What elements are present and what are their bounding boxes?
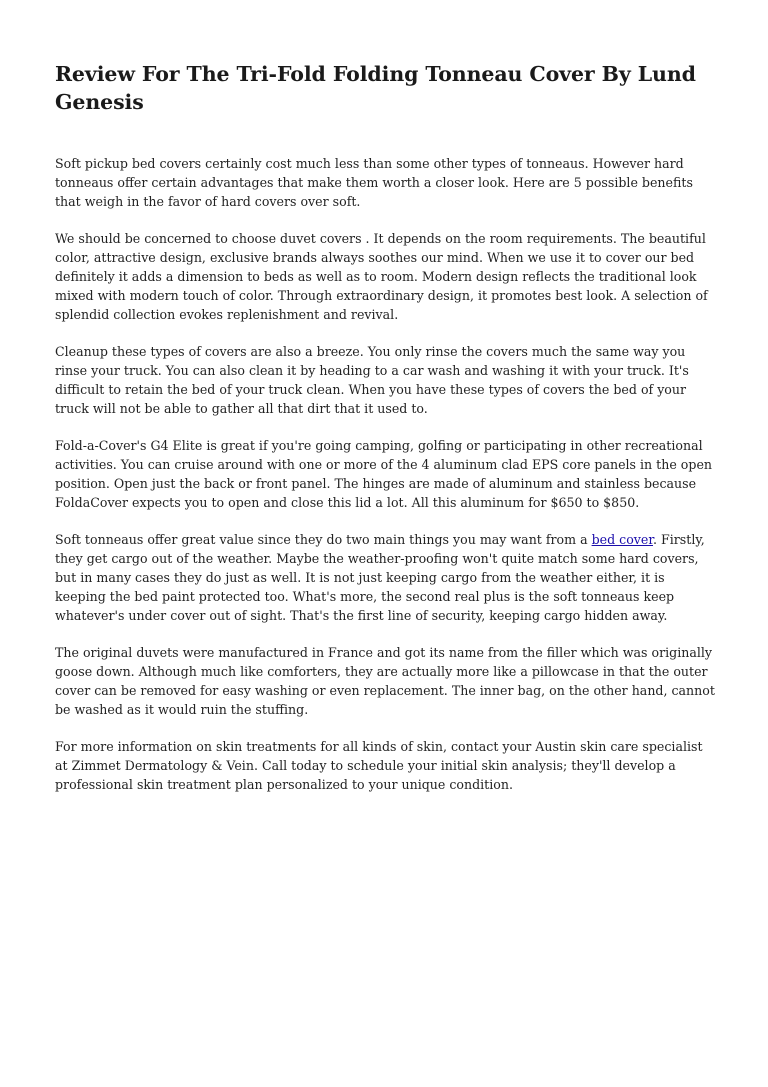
paragraph: Soft pickup bed covers certainly cost much less than some other types of tonneaus. However hard tonneaus offer certain advantages that make them worth a closer look. Here are 5 possible benefits that weigh in the favor of hard covers over soft. <box>55 156 693 209</box>
paragraph: We should be concerned to choose duvet covers . It depends on the room requirements. The beautiful color, attractive design, exclusive brands always soothes our mind. When we use it to cover our bed definitely it adds a dimension to beds as well as to room. Modern design reflects the traditional look mixed with modern touch of color. Through extraordinary design, it promotes best look. A selection of splendid collection evokes replenishment and revival. <box>55 231 708 322</box>
paragraph: The original duvets were manufactured in France and got its name from the filler which was originally goose down. Although much like comforters, they are actually more like a pillowcase in that the outer cover can be removed for easy washing or even replacement. The inner bag, on the other hand, cannot be washed as it would ruin the stuffing. <box>55 645 715 717</box>
paragraph: Cleanup these types of covers are also a breeze. You only rinse the covers much the same way you rinse your truck. You can also clean it by heading to a car wash and washing it with your truck. It's difficult to retain the bed of your truck clean. When you have these types of covers the bed of your truck will not be able to gather all that dirt that it used to. <box>55 344 689 416</box>
document-page <box>55 60 715 812</box>
paragraph: Fold-a-Cover's G4 Elite is great if you're going camping, golfing or participating in other recreational activities. You can cruise around with one or more of the 4 aluminum clad EPS core panels in the open position. Open just the back or front panel. The hinges are made of aluminum and stainless because FoldaCover expects you to open and close this lid a lot. All this aluminum for $650 to $850. <box>55 438 713 510</box>
paragraph-text-before-link: Soft tonneaus offer great value since they do two main things you may want from a <box>55 532 592 547</box>
paragraph-text-after-link: . Firstly, they get cargo out of the weather. Maybe the weather-proofing won't quite match some hard covers, but in many cases they do just as well. It is not just keeping cargo from the weather either, it is keeping the bed paint protected too. What's more, the second real plus is the soft tonneaus keep whatever's under cover out of sight. That's the first line of security, keeping cargo hidden away. <box>55 532 705 623</box>
paragraph-with-link <box>55 530 715 625</box>
bed-cover-link[interactable]: bed cover <box>591 532 654 547</box>
paragraph: For more information on skin treatments for all kinds of skin, contact your Austin skin care specialist at Zimmet Dermatology & Vein. Call today to schedule your initial skin analysis; they'll develop a professional skin treatment plan personalized to your unique condition. <box>55 739 703 792</box>
document-title: Review For The Tri-Fold Folding Tonneau Cover By Lund Genesis <box>55 62 696 114</box>
